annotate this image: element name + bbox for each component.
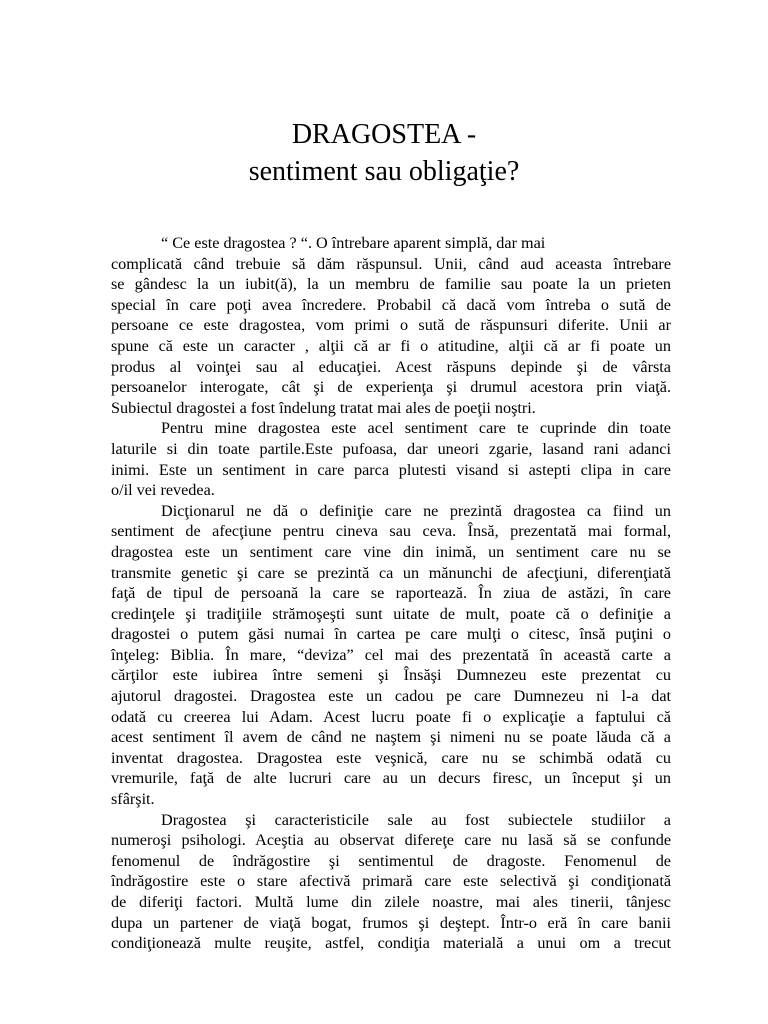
- text-line: complicată când trebuie să dăm răspunsul. Unii, când aud aceasta întrebare: [111, 254, 671, 273]
- text-line: persoanelor interogate, cât şi de experienţa şi drumul acestora prin viaţă.: [111, 378, 671, 397]
- text-line: dragostei o putem găsi numai în cartea pe care mulţi o citesc, însă puţini o: [111, 625, 671, 644]
- text-line: Pentru mine dragostea este acel sentiment care te cuprinde din toate: [161, 419, 671, 438]
- text-line: de diferiţi factori. Multă lume din zilele noastre, mai ales tinerii, tânjesc: [111, 893, 671, 911]
- text-line: dragostea este un sentiment care vine din inimă, un sentiment care nu se: [111, 542, 671, 561]
- text-line: condiţionează multe reuşite, astfel, condiţia materială a unui om a trecut: [111, 934, 671, 953]
- text-line: faţă de tipul de persoană la care se raportează. În ziua de astăzi, în care: [111, 584, 671, 603]
- text-line: vremurile, faţă de alte lucruri care au un decurs firesc, un început şi un: [111, 769, 671, 788]
- text-line: înţeleg: Biblia. În mare, “deviza” cel mai des prezentată în această carte a: [111, 645, 671, 664]
- text-line: transmite genetic şi care se prezintă ca un mănunchi de afecţiuni, diferenţiată: [111, 563, 671, 582]
- text-line: laturile si din toate partile.Este pufoasa, dar uneori zgarie, lasand rani adanci: [111, 439, 671, 458]
- text-line: numeroşi psihologi. Aceştia au observat difereţe care nu lasă să se confunde: [111, 831, 671, 850]
- text-line: credinţele şi tradiţiile strămoşeşti sunt uitate de mult, poate că o definiţie a: [111, 604, 671, 623]
- title-line-2: sentiment sau obligaţie?: [248, 156, 520, 187]
- text-line: dupa un partener de viaţă bogat, frumos şi deştept. Într-o eră în care banii: [111, 913, 671, 932]
- text-line: cărţilor este iubirea între semeni şi Însăşi Dumnezeu este prezentat cu: [111, 666, 671, 685]
- text-line: sfârşit.: [111, 790, 155, 809]
- text-line: “ Ce este dragostea ? “. O întrebare aparent simplă, dar mai: [161, 234, 546, 252]
- text-line: Dragostea şi caracteristicile sale au fost subiectele studiilor a: [161, 810, 671, 829]
- text-line: odată cu creerea lui Adam. Acest lucru poate fi o explicaţie a faptului că: [111, 707, 671, 726]
- text-line: persoane ce este dragostea, vom primi o sută de răspunsuri diferite. Unii ar: [111, 316, 671, 335]
- text-line: inventat dragostea. Dragostea este veşnică, care nu se schimbă odată cu: [111, 748, 671, 767]
- text-line: fenomenul de îndrăgostire şi sentimentul de dragoste. Fenomenul de: [111, 851, 671, 870]
- text-line: inimi. Este un sentiment in care parca plutesti visand si astepti clipa in care: [111, 460, 671, 479]
- document-title: [0, 116, 768, 190]
- document-body: [111, 233, 671, 954]
- text-line: acest sentiment îl avem de când ne naştem şi nimeni nu se poate lăuda că a: [111, 728, 671, 747]
- text-line: se gândesc la un iubit(ă), la un membru de familie sau poate la un prieten: [111, 275, 671, 294]
- text-line: special în care poţi avea încredere. Probabil că dacă vom întreba o sută de: [111, 295, 671, 314]
- text-line: îndrăgostire este o stare afectivă primară care este selectivă şi condiţionată: [111, 872, 671, 891]
- text-line: Dicţionarul ne dă o definiţie care ne prezintă dragostea ca fiind un: [161, 501, 671, 520]
- text-line: o/il vei revedea.: [111, 481, 215, 500]
- text-line: spune că este un caracter , alţii că ar fi o atitudine, alţii că ar fi poate un: [111, 336, 671, 355]
- title-line-1: DRAGOSTEA -: [291, 119, 477, 150]
- text-line: sentiment de afecţiune pentru cineva sau ceva. Însă, prezentată mai formal,: [111, 522, 671, 541]
- text-line: Subiectul dragostei a fost îndelung tratat mai ales de poeţii noştri.: [111, 398, 536, 417]
- text-line: produs al voinţei sau al educaţiei. Acest răspuns depinde şi de vârsta: [111, 357, 671, 376]
- text-line: ajutorul dragostei. Dragostea este un cadou pe care Dumnezeu ni l-a dat: [111, 687, 671, 706]
